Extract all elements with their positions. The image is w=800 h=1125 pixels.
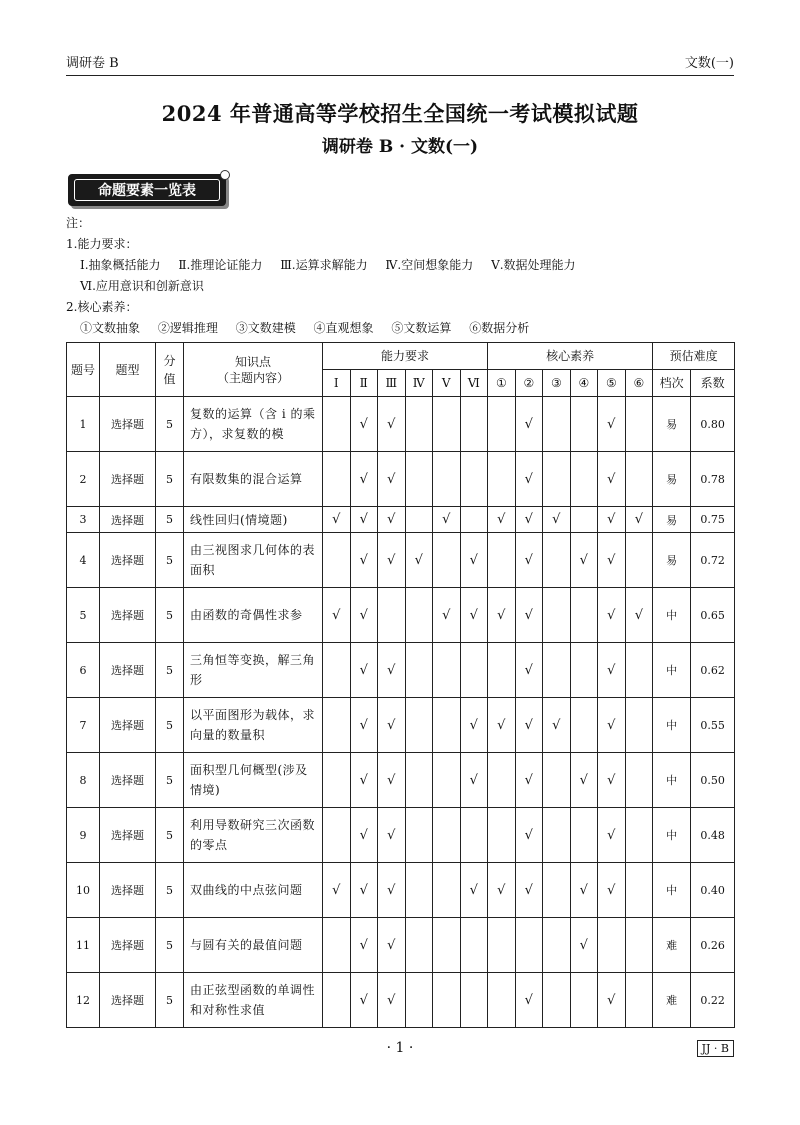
cell-literacy: [543, 588, 571, 643]
cell-num: 5: [67, 588, 100, 643]
cell-ability: [405, 863, 433, 918]
header-left: 调研卷 B: [66, 56, 119, 71]
cell-num: 7: [67, 698, 100, 753]
check-mark-icon: √: [625, 588, 653, 643]
check-mark-icon: √: [598, 753, 626, 808]
cell-num: 1: [67, 397, 100, 452]
cell-literacy: [625, 973, 653, 1028]
cell-coef: 0.65: [691, 588, 735, 643]
cell-literacy: [570, 643, 598, 698]
cell-num: 4: [67, 533, 100, 588]
cell-literacy: [543, 753, 571, 808]
cell-level: 难: [653, 973, 691, 1028]
header-coef: 系数: [691, 370, 735, 397]
cell-literacy: [570, 973, 598, 1028]
cell-score: 5: [156, 863, 184, 918]
table-row: [67, 452, 735, 507]
literacy-item: ③文数建模: [235, 321, 296, 335]
cell-type: 选择题: [100, 808, 156, 863]
check-mark-icon: √: [598, 533, 626, 588]
cell-ability: [460, 643, 488, 698]
check-mark-icon: √: [598, 698, 626, 753]
cell-score: 5: [156, 533, 184, 588]
header-literacy-col: ②: [515, 370, 543, 397]
check-mark-icon: √: [350, 397, 378, 452]
notes-label: 注：: [66, 216, 91, 230]
header-ability-col: Ⅰ: [323, 370, 351, 397]
header-right: 文数(一): [684, 56, 734, 71]
cell-level: 易: [653, 507, 691, 533]
cell-ability: [433, 973, 461, 1028]
cell-level: 难: [653, 918, 691, 973]
check-mark-icon: √: [515, 808, 543, 863]
header-level: 档次: [653, 370, 691, 397]
cell-ability: [323, 397, 351, 452]
literacy-item: ⑤文数运算: [391, 321, 452, 335]
check-mark-icon: √: [515, 863, 543, 918]
check-mark-icon: √: [488, 507, 516, 533]
table-row: [67, 643, 735, 698]
cell-coef: 0.40: [691, 863, 735, 918]
cell-ability: [405, 397, 433, 452]
check-mark-icon: √: [515, 452, 543, 507]
table-row: [67, 753, 735, 808]
check-mark-icon: √: [460, 533, 488, 588]
cell-type: 选择题: [100, 973, 156, 1028]
cell-literacy: [488, 808, 516, 863]
header-ability-col: Ⅵ: [460, 370, 488, 397]
cell-literacy: [625, 808, 653, 863]
cell-ability: [405, 588, 433, 643]
cell-literacy: [598, 918, 626, 973]
cell-num: 3: [67, 507, 100, 533]
check-mark-icon: √: [598, 863, 626, 918]
cell-ability: [433, 452, 461, 507]
cell-level: 中: [653, 863, 691, 918]
header-ability-col: Ⅴ: [433, 370, 461, 397]
check-mark-icon: √: [378, 808, 406, 863]
header-literacy-col: ③: [543, 370, 571, 397]
cell-ability: [405, 808, 433, 863]
check-mark-icon: √: [350, 588, 378, 643]
cell-literacy: [543, 397, 571, 452]
cell-literacy: [570, 452, 598, 507]
cell-literacy: [625, 452, 653, 507]
check-mark-icon: √: [350, 863, 378, 918]
check-mark-icon: √: [598, 397, 626, 452]
cell-literacy: [570, 698, 598, 753]
cell-score: 5: [156, 643, 184, 698]
table-row: [67, 507, 735, 533]
check-mark-icon: √: [350, 808, 378, 863]
cell-score: 5: [156, 397, 184, 452]
cell-ability: [378, 588, 406, 643]
cell-ability: [323, 452, 351, 507]
cell-num: 2: [67, 452, 100, 507]
cell-literacy: [543, 533, 571, 588]
check-mark-icon: √: [625, 507, 653, 533]
check-mark-icon: √: [460, 753, 488, 808]
check-mark-icon: √: [570, 863, 598, 918]
check-mark-icon: √: [570, 533, 598, 588]
cell-type: 选择题: [100, 397, 156, 452]
cell-literacy: [488, 973, 516, 1028]
check-mark-icon: √: [350, 533, 378, 588]
ability-item: Ⅱ.推理论证能力: [178, 258, 263, 272]
ability-list: [66, 255, 576, 276]
cell-literacy: [543, 643, 571, 698]
header-literacy: 核心素养: [488, 343, 653, 370]
cell-type: 选择题: [100, 863, 156, 918]
cell-ability: [405, 507, 433, 533]
cell-ability: [323, 643, 351, 698]
header-ability-col: Ⅱ: [350, 370, 378, 397]
cell-literacy: [543, 973, 571, 1028]
check-mark-icon: √: [350, 918, 378, 973]
cell-level: 易: [653, 452, 691, 507]
check-mark-icon: √: [570, 918, 598, 973]
check-mark-icon: √: [350, 698, 378, 753]
check-mark-icon: √: [433, 507, 461, 533]
ability-title: 1.能力要求：: [66, 237, 138, 251]
cell-ability: [433, 698, 461, 753]
check-mark-icon: √: [323, 507, 351, 533]
cell-knowledge: 面积型几何概型(涉及情境): [184, 753, 323, 808]
header-knowledge: [184, 343, 323, 397]
cell-level: 中: [653, 698, 691, 753]
cell-literacy: [488, 533, 516, 588]
table-row: [67, 863, 735, 918]
check-mark-icon: √: [433, 588, 461, 643]
cell-type: 选择题: [100, 507, 156, 533]
cell-literacy: [625, 643, 653, 698]
cell-score: 5: [156, 918, 184, 973]
cell-literacy: [625, 863, 653, 918]
cell-literacy: [488, 643, 516, 698]
header-type: 题型: [100, 343, 156, 397]
cell-coef: 0.78: [691, 452, 735, 507]
cell-score: 5: [156, 698, 184, 753]
check-mark-icon: √: [460, 698, 488, 753]
literacy-item: ⑥数据分析: [469, 321, 530, 335]
check-mark-icon: √: [378, 533, 406, 588]
header-difficulty: 预估难度: [653, 343, 735, 370]
header-knowledge-label: 知识点: [234, 354, 271, 369]
check-mark-icon: √: [515, 643, 543, 698]
cell-coef: 0.55: [691, 698, 735, 753]
cell-ability: [405, 452, 433, 507]
header-num: 题号: [67, 343, 100, 397]
literacy-list: [66, 318, 576, 339]
cell-ability: [460, 507, 488, 533]
check-mark-icon: √: [598, 452, 626, 507]
check-mark-icon: √: [378, 452, 406, 507]
check-mark-icon: √: [350, 507, 378, 533]
check-mark-icon: √: [543, 698, 571, 753]
cell-num: 11: [67, 918, 100, 973]
cell-num: 12: [67, 973, 100, 1028]
check-mark-icon: √: [598, 643, 626, 698]
header-ability-col: Ⅳ: [405, 370, 433, 397]
header-literacy-col: ①: [488, 370, 516, 397]
cell-knowledge: 线性回归(情境题): [184, 507, 323, 533]
cell-coef: 0.48: [691, 808, 735, 863]
cell-literacy: [625, 753, 653, 808]
cell-literacy: [488, 452, 516, 507]
cell-ability: [433, 397, 461, 452]
cell-score: 5: [156, 507, 184, 533]
check-mark-icon: √: [488, 863, 516, 918]
cell-type: 选择题: [100, 588, 156, 643]
header-ability-col: Ⅲ: [378, 370, 406, 397]
cell-ability: [323, 808, 351, 863]
cell-type: 选择题: [100, 918, 156, 973]
header-knowledge-sub: （主题内容）: [216, 370, 289, 385]
cell-knowledge: 复数的运算（含 i 的乘方），求复数的模: [184, 397, 323, 452]
check-mark-icon: √: [378, 863, 406, 918]
check-mark-icon: √: [323, 863, 351, 918]
cell-level: 中: [653, 808, 691, 863]
check-mark-icon: √: [378, 643, 406, 698]
cell-literacy: [543, 863, 571, 918]
cell-knowledge: 双曲线的中点弦问题: [184, 863, 323, 918]
cell-ability: [433, 918, 461, 973]
check-mark-icon: √: [515, 588, 543, 643]
cell-literacy: [625, 918, 653, 973]
header-ability: 能力要求: [323, 343, 488, 370]
page-title: 2024 年普通高等学校招生全国统一考试模拟试题: [161, 101, 639, 126]
cell-type: 选择题: [100, 643, 156, 698]
header-score-label: 分值: [163, 353, 176, 386]
header-score: [156, 343, 184, 397]
check-mark-icon: √: [515, 698, 543, 753]
literacy-item: ②逻辑推理: [157, 321, 218, 335]
header-divider: [66, 75, 734, 76]
check-mark-icon: √: [378, 918, 406, 973]
cell-coef: 0.75: [691, 507, 735, 533]
check-mark-icon: √: [405, 533, 433, 588]
cell-score: 5: [156, 753, 184, 808]
cell-literacy: [543, 808, 571, 863]
cell-type: 选择题: [100, 698, 156, 753]
table-row: [67, 973, 735, 1028]
cell-num: 10: [67, 863, 100, 918]
table-row: [67, 918, 735, 973]
check-mark-icon: √: [515, 533, 543, 588]
cell-type: 选择题: [100, 452, 156, 507]
banner-label: 命题要素一览表: [98, 183, 196, 199]
check-mark-icon: √: [515, 507, 543, 533]
page-subtitle: 调研卷 B · 文数(一): [321, 137, 479, 157]
cell-type: 选择题: [100, 533, 156, 588]
cell-coef: 0.22: [691, 973, 735, 1028]
check-mark-icon: √: [350, 753, 378, 808]
check-mark-icon: √: [488, 698, 516, 753]
header-literacy-col: ④: [570, 370, 598, 397]
check-mark-icon: √: [350, 973, 378, 1028]
cell-knowledge: 以平面图形为载体，求向量的数量积: [184, 698, 323, 753]
cell-ability: [323, 973, 351, 1028]
check-mark-icon: √: [598, 588, 626, 643]
section-banner: [68, 174, 226, 206]
check-mark-icon: √: [515, 753, 543, 808]
cell-score: 5: [156, 588, 184, 643]
cell-score: 5: [156, 808, 184, 863]
check-mark-icon: √: [378, 698, 406, 753]
check-mark-icon: √: [378, 507, 406, 533]
ability-item: Ⅴ.数据处理能力: [491, 258, 576, 272]
cell-level: 易: [653, 397, 691, 452]
cell-ability: [460, 918, 488, 973]
page-number: · 1 ·: [386, 1040, 414, 1056]
check-mark-icon: √: [378, 753, 406, 808]
banner-ornament-icon: [220, 170, 230, 180]
literacy-item: ④直观想象: [313, 321, 374, 335]
paper-code: JJ · B: [697, 1040, 734, 1057]
cell-ability: [433, 808, 461, 863]
cell-level: 中: [653, 643, 691, 698]
cell-num: 9: [67, 808, 100, 863]
cell-literacy: [570, 808, 598, 863]
cell-ability: [433, 643, 461, 698]
check-mark-icon: √: [515, 397, 543, 452]
cell-coef: 0.80: [691, 397, 735, 452]
cell-coef: 0.50: [691, 753, 735, 808]
cell-ability: [433, 533, 461, 588]
check-mark-icon: √: [378, 973, 406, 1028]
check-mark-icon: √: [598, 808, 626, 863]
cell-ability: [405, 973, 433, 1028]
cell-num: 6: [67, 643, 100, 698]
check-mark-icon: √: [378, 397, 406, 452]
cell-literacy: [543, 918, 571, 973]
ability-item: Ⅰ.抽象概括能力: [80, 258, 161, 272]
table-row: [67, 588, 735, 643]
cell-level: 中: [653, 588, 691, 643]
cell-ability: [405, 753, 433, 808]
check-mark-icon: √: [570, 753, 598, 808]
table-row: [67, 808, 735, 863]
check-mark-icon: √: [543, 507, 571, 533]
cell-num: 8: [67, 753, 100, 808]
cell-literacy: [570, 588, 598, 643]
cell-literacy: [488, 753, 516, 808]
cell-type: 选择题: [100, 753, 156, 808]
literacy-item: ①文数抽象: [80, 321, 141, 335]
literacy-title: 2.核心素养：: [66, 300, 138, 314]
cell-ability: [405, 918, 433, 973]
cell-ability: [460, 452, 488, 507]
elements-table: [66, 342, 735, 1028]
cell-literacy: [488, 397, 516, 452]
cell-score: 5: [156, 973, 184, 1028]
cell-literacy: [515, 918, 543, 973]
cell-ability: [323, 753, 351, 808]
cell-knowledge: 由正弦型函数的单调性和对称性求值: [184, 973, 323, 1028]
cell-knowledge: 由三视图求几何体的表面积: [184, 533, 323, 588]
ability-extra: Ⅵ.应用意识和创新意识: [80, 279, 204, 293]
cell-literacy: [543, 452, 571, 507]
check-mark-icon: √: [323, 588, 351, 643]
cell-literacy: [488, 918, 516, 973]
cell-level: 中: [653, 753, 691, 808]
check-mark-icon: √: [598, 507, 626, 533]
check-mark-icon: √: [350, 452, 378, 507]
cell-literacy: [625, 698, 653, 753]
cell-score: 5: [156, 452, 184, 507]
cell-ability: [460, 808, 488, 863]
check-mark-icon: √: [350, 643, 378, 698]
check-mark-icon: √: [460, 863, 488, 918]
header-literacy-col: ⑥: [625, 370, 653, 397]
cell-ability: [433, 863, 461, 918]
check-mark-icon: √: [460, 588, 488, 643]
cell-knowledge: 由函数的奇偶性求参: [184, 588, 323, 643]
cell-literacy: [625, 397, 653, 452]
cell-knowledge: 三角恒等变换，解三角形: [184, 643, 323, 698]
cell-ability: [433, 753, 461, 808]
cell-ability: [323, 918, 351, 973]
cell-knowledge: 利用导数研究三次函数的零点: [184, 808, 323, 863]
check-mark-icon: √: [515, 973, 543, 1028]
cell-level: 易: [653, 533, 691, 588]
cell-coef: 0.26: [691, 918, 735, 973]
cell-literacy: [570, 507, 598, 533]
cell-ability: [460, 397, 488, 452]
cell-ability: [405, 643, 433, 698]
cell-ability: [460, 973, 488, 1028]
cell-knowledge: 与圆有关的最值问题: [184, 918, 323, 973]
check-mark-icon: √: [598, 973, 626, 1028]
cell-coef: 0.72: [691, 533, 735, 588]
page-header: [66, 52, 734, 74]
cell-ability: [323, 533, 351, 588]
table-row: [67, 397, 735, 452]
table-row: [67, 533, 735, 588]
cell-coef: 0.62: [691, 643, 735, 698]
cell-ability: [405, 698, 433, 753]
cell-literacy: [625, 533, 653, 588]
cell-ability: [323, 698, 351, 753]
ability-item: Ⅲ.运算求解能力: [280, 258, 368, 272]
header-literacy-col: ⑤: [598, 370, 626, 397]
notes-section: [66, 213, 576, 339]
ability-item: Ⅳ.空间想象能力: [385, 258, 474, 272]
check-mark-icon: √: [488, 588, 516, 643]
cell-literacy: [570, 397, 598, 452]
cell-knowledge: 有限数集的混合运算: [184, 452, 323, 507]
table-row: [67, 698, 735, 753]
